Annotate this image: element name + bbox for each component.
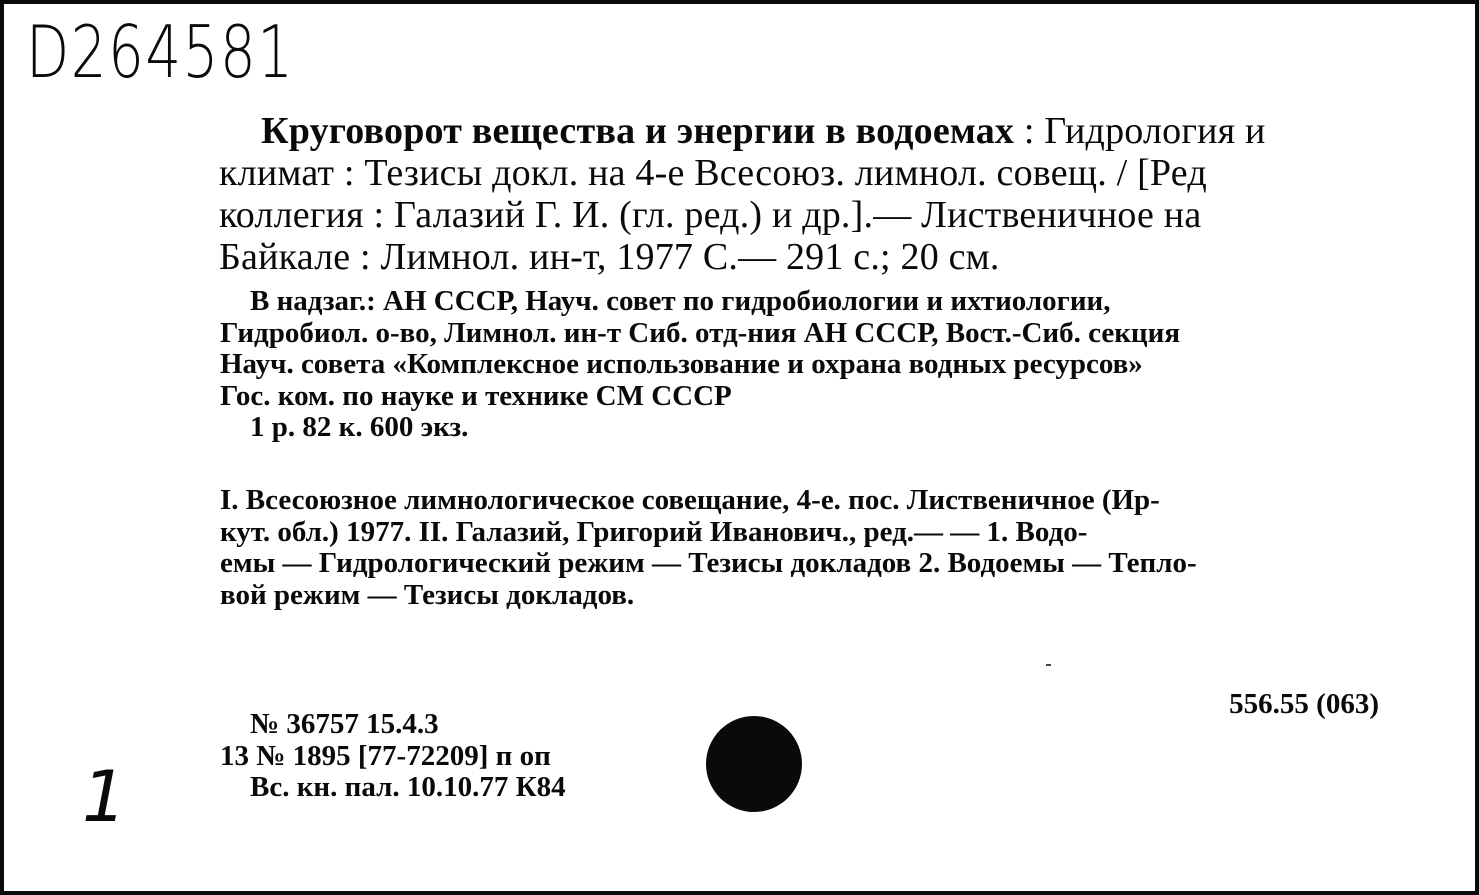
footer-line-2: 13 № 1895 [77-72209] п оп	[220, 739, 551, 772]
footer-line-1: № 36757 15.4.3	[250, 708, 439, 740]
footer-line-3: Вс. кн. пал. 10.10.77 К84	[250, 771, 566, 803]
overhead-line-4: Гос. ком. по науке и технике СМ СССР	[220, 379, 732, 412]
overhead-line-2: Гидробиол. о-во, Лимнол. ин-т Сиб. отд-ния АН СССР, Вост.-Сиб. секция	[220, 316, 1181, 349]
title-line-3: коллегия : Галазий Г. И. (гл. ред.) и др.].— Лиственичное на	[219, 194, 1202, 236]
tracing-line-4: вой режим — Тезисы докладов.	[220, 578, 635, 611]
overhead-note	[220, 286, 1180, 444]
book-title: Круговорот вещества и энергии в водоемах	[261, 110, 1015, 152]
title-line-2: климат : Тезисы докл. на 4-е Всесоюз. лимнол. совещ. / [Ред	[219, 152, 1207, 194]
tracings-block	[220, 485, 1197, 611]
title-line-4: Байкале : Лимнол. ин-т, 1977 С.— 291 с.; 20 см.	[219, 236, 1000, 278]
tracing-line-3: емы — Гидрологический режим — Тезисы докладов 2. Водоемы — Тепло-	[220, 547, 1197, 579]
tracing-line-2: кут. обл.) 1977. II. Галазий, Григорий Иванович., ред.— — 1. Водо-	[220, 515, 1088, 548]
title-line-1	[219, 110, 1266, 152]
classification-code: 556.55 (063)	[1229, 688, 1379, 720]
tracing-line-1: I. Всесоюзное лимнологическое совещание, 4-е. пос. Лиственичное (Ир-	[220, 484, 1160, 516]
title-subtitle: : Гидрология и	[1014, 110, 1266, 152]
handwritten-mark: 1	[82, 756, 129, 838]
speck	[1046, 664, 1051, 666]
footer-block	[220, 709, 566, 804]
title-block	[219, 110, 1266, 278]
price-line: 1 р. 82 к. 600 экз.	[250, 411, 469, 443]
shelfmark: D264581	[26, 10, 295, 94]
punch-hole	[706, 716, 802, 812]
overhead-line-3: Науч. совета «Комплексное использование и охрана водных ресурсов»	[220, 348, 1143, 380]
overhead-line-1: В надзаг.: АН СССР, Науч. совет по гидробиологии и ихтиологии,	[250, 285, 1111, 317]
